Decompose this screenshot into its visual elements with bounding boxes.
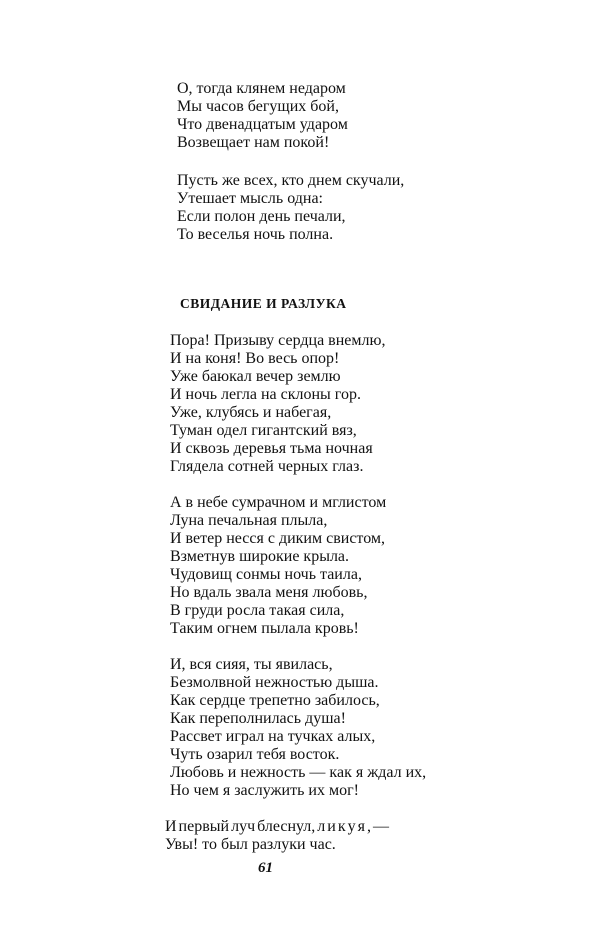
verse-line: Пусть же всех, кто днем скучали,	[177, 172, 405, 189]
verse-line: А в небе сумрачном и мглистом	[170, 494, 387, 511]
verse-line: И первый луч блеснул, л и к у я , —	[165, 818, 389, 835]
verse-line: Но чем я заслужить их мог!	[170, 782, 359, 799]
verse-line: То веселья ночь полна.	[177, 226, 334, 243]
verse-line: Увы! то был разлуки час.	[165, 836, 336, 853]
verse-line: Чуть озарил тебя восток.	[170, 746, 340, 763]
verse-line: Утешает мысль одна:	[177, 190, 323, 207]
verse-line: Таким огнем пылала кровь!	[170, 620, 359, 637]
verse-line: Любовь и нежность — как я ждал их,	[170, 764, 427, 781]
verse-line: И, вся сияя, ты явилась,	[170, 656, 333, 673]
verse-line: И ветер несся с диким свистом,	[170, 530, 386, 547]
verse-line: Возвещает нам покой!	[177, 134, 330, 151]
verse-line: Как сердце трепетно забилось,	[170, 692, 380, 709]
verse-line: Глядела сотней черных глаз.	[170, 458, 364, 475]
verse-line: И сквозь деревья тьма ночная	[170, 440, 373, 457]
verse-line: Мы часов бегущих бой,	[177, 98, 339, 115]
verse-line: Что двенадцатым ударом	[177, 116, 348, 133]
page-number: 61	[258, 860, 273, 876]
verse-line: Пора! Призыву сердца внемлю,	[170, 332, 386, 349]
verse-line: Луна печальная плыла,	[170, 512, 328, 529]
poem-title: СВИДАНИЕ И РАЗЛУКА	[180, 296, 347, 311]
verse-line: Взметнув широкие крыла.	[170, 548, 350, 565]
verse-line: Чудовищ сонмы ночь таила,	[170, 566, 362, 583]
verse-line: Уже, клубясь и набегая,	[170, 404, 332, 421]
verse-line: Уже баюкал вечер землю	[170, 368, 341, 385]
verse-line: Если полон день печали,	[177, 208, 346, 225]
verse-line: Но вдаль звала меня любовь,	[170, 584, 368, 601]
verse-line: Безмолвной нежностью дыша.	[170, 674, 379, 691]
verse-line: И ночь легла на склоны гор.	[170, 386, 361, 403]
verse-line: О, тогда клянем недаром	[177, 80, 346, 97]
verse-line: В груди росла такая сила,	[170, 602, 345, 619]
verse-line: Рассвет играл на тучках алых,	[170, 728, 376, 745]
verse-line: Как переполнилась душа!	[170, 710, 346, 727]
verse-line: И на коня! Во весь опор!	[170, 350, 340, 367]
verse-line: Туман одел гигантский вяз,	[170, 422, 357, 439]
